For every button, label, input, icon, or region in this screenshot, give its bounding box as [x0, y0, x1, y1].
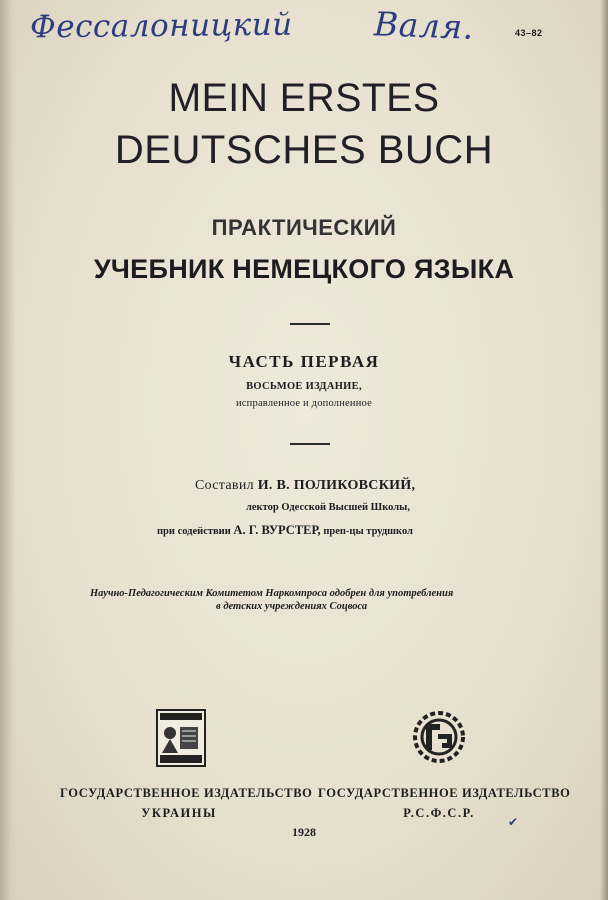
author-role: лектор Одесской Высшей Школы,: [246, 502, 410, 513]
publisher-1-line-1: ГОСУДАРСТВЕННОЕ ИЗДАТЕЛЬСТВО: [60, 786, 313, 800]
assistant-name: А. Г. ВУРСТЕР,: [233, 523, 321, 537]
subtitle-line-2: УЧЕБНИК НЕМЕЦКОГО ЯЗЫКА: [93, 254, 515, 284]
handwritten-surname: Фессалоницкий: [29, 6, 293, 46]
edition-line-2: исправленное и дополненное: [236, 398, 372, 409]
author-name: И. В. ПОЛИКОВСКИЙ,: [257, 478, 416, 493]
title-line-2: DEUTSCHES BUCH: [114, 128, 494, 172]
assistant-prefix: при содействии: [157, 526, 231, 537]
assistant-role: преп-цы трудшкол: [323, 526, 413, 537]
publisher-2-line-1: ГОСУДАРСТВЕННОЕ ИЗДАТЕЛЬСТВО: [318, 786, 571, 800]
catalog-code: 43–82: [515, 28, 543, 38]
ink-mark-icon: ✔: [508, 815, 519, 829]
author-prefix: Составил: [195, 478, 254, 493]
approval-line-1: Научно-Педагогическим Комитетом Наркомпроса одобрен для употребления: [90, 588, 454, 599]
giz-logo: [412, 710, 466, 764]
publisher-1-line-2: УКРАИНЫ: [141, 806, 217, 820]
publication-year: 1928: [292, 825, 316, 839]
handwritten-first-name: Валя.: [373, 4, 475, 47]
state-publisher-ukraine-logo: [156, 709, 206, 767]
title-line-1: MEIN ERSTES: [168, 76, 440, 120]
edition-line-1: ВОСЬМОЕ ИЗДАНИЕ,: [246, 381, 362, 392]
assistant-line: [157, 523, 413, 538]
divider: [290, 443, 330, 445]
approval-line-2: в детских учреждениях Соцвоса: [216, 601, 368, 612]
publisher-2-line-2: Р.С.Ф.С.Р.: [403, 806, 475, 820]
subtitle-line-1: ПРАКТИЧЕСКИЙ: [211, 215, 397, 240]
author-line: [195, 478, 415, 494]
part-label: ЧАСТЬ ПЕРВАЯ: [228, 352, 380, 371]
divider: [290, 323, 330, 325]
